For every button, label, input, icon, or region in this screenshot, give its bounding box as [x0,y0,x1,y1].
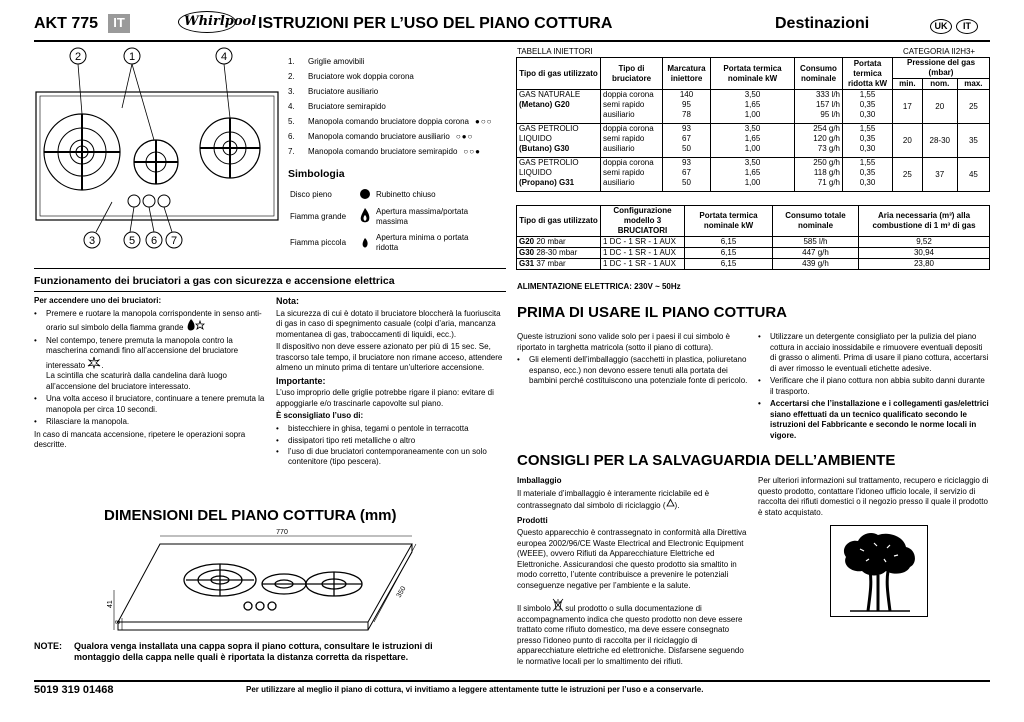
list-item: • Nel contempo, tenere premuta la manopola contro la mascherina comandi fino all’accensione del bruciatore interessato . La scintilla che scaturirà dalla candelina darà luogo all’accensione del bruciatore interessato. [34,335,239,391]
list-item: • bistecchiere in ghisa, tegami o pentole in terracotta [276,423,469,433]
list-item: • Verificare che il piano cottura non abbia subito danni durante il trasporto. [758,376,985,396]
flag-it: IT [956,19,978,34]
knob-position-icon: ○●○ [455,132,474,141]
symbols-legend: Disco pieno Rubinetto chiuso Fiamma grande Apertura massima/portata massima Fiamma piccola Apertura minima o portata ridotta [290,190,469,252]
page-title: ISTRUZIONI PER L’USO DEL PIANO COTTURA [258,15,613,32]
callout-7: 7 [170,235,178,247]
brand-logo: Whirlpool [184,14,257,29]
tree-illustration-icon [830,525,928,617]
table-row: GAS PETROLIO LIQUIDO (Butano) G30 doppia corona semi rapido ausiliario 93 67 50 3,50 1,65 1,00 254 g/h 120 g/h 73 g/h 1,55 0,35 0,30 20 28-30 35 [517,124,990,158]
functioning-title: Funzionamento dei bruciatori a gas con sicurezza e accensione elettrica [34,275,395,287]
injectors-title: TABELLA INIETTORI [517,47,593,56]
power-supply: ALIMENTAZIONE ELETTRICA: 230V ~ 50Hz [517,282,681,291]
burner-semirapid [200,118,260,178]
parts-item: 7. Manopola comando bruciatore semirapido ○○● [288,147,493,162]
list-item: • l’uso di due bruciatori contemporaneamente con un solo contenitore (tipo pescera). [276,446,487,466]
list-item: • Gli elementi dell’imballaggio (sacchetti in plastica, poliuretano espanso, ecc.) non devono essere tenuti alla portata dei bambini perché costituiscono una potenziale fonte di pericolo. [517,355,748,385]
model-code: AKT 775 [34,15,99,32]
consigli-right-column: Per ulteriori informazioni sul trattamento, recupero e riciclaggio di questo prodotto, contattare l’idoneo ufficio locale, il servizio di raccolta dei rifiuti domestici o il negozio presso il quale il prodotto è stato acquistato. [758,476,989,517]
large-flame-icon [360,208,370,224]
small-flame-icon [360,236,370,248]
parts-list [288,57,493,162]
dim-height-total: 41 [107,600,114,608]
callout-1: 1 [128,51,136,63]
functioning-column: Per accendere uno dei bruciatori: • Premere e ruotare la manopola corrispondente in senso anti-orario sul simbolo della fiamma grande • Nel contempo, tenere premuta la manopola contro la mascherina comandi fino all’accensione del bruciatore interessato . La scintilla che scaturirà dalla candelina darà luogo all’accensione del bruciatore interessato. • Una volta acceso il bruciatore, continuare a tenere premuta la manopola per circa 10 secondi. • Rilasciare la manopola. In caso di mancata accensione, ripetere le operazioni sopra descritte. [34,296,265,449]
nota-column: Nota: La sicurezza di cui è dotato il bruciatore bloccherà la fuoriuscita di gas in caso di spegnimento casuale (colpi d’aria, mancanza momentanea di gas, traboccamenti di liquidi, ecc.). Il dispositivo non deve essere azionato per più di 15 sec. Se, trascorso tale tempo, il bruciatore non rimane acceso, attendere almeno un minuto prima di tentare un’ulteriore accensione. Importante: L’uso improprio delle griglie potrebbe rigare il piano: evitare di appoggiarle e/o trascinarle capovolte sul piano. È sconsigliato l’uso di: • bistecchiere in ghisa, tegami o pentole in terracotta • dissipatori tipo reti metalliche o altro • l’uso di due bruciatori contemporaneamente con un solo contenitore (tipo pescera). [276,296,503,466]
weee-bin-icon [553,599,563,611]
callout-5: 5 [128,235,136,247]
language-badge: IT [108,14,130,33]
prima-left-column: Queste istruzioni sono valide solo per i paesi il cui simbolo è riportato in targhetta matricola (sotto il piano di cottura). • Gli elementi dell’imballaggio (sacchetti in plastica, poliuretano espanso, ecc.) non devono essere tenuti alla portata dei bambini perché costituiscono una potenziale fonte di pericolo. [517,332,748,385]
parts-item: 4. Bruciatore semirapido [288,102,386,111]
table-row: G20 20 mbar 1 DC - 1 SR - 1 AUX 6,15 585 l/h 9,52 [517,237,990,248]
callout-3: 3 [88,235,96,247]
burner-wok [44,114,120,190]
flag-uk: UK [930,19,952,34]
list-item: • Utilizzare un detergente consigliato per la pulizia del piano cottura in acciaio inossidabile e rimuovere eventuali depositi di grasso o alimenti. Prima di usare il piano cottura, accertarsi di aver rimosso le eventuali etichette adesive. [758,332,989,373]
note-label: NOTE: [34,641,62,651]
list-item: • Premere e ruotare la manopola corrispondente in senso anti-orario sul simbolo della fiamma grande [34,308,262,332]
list-item: • Accertarsi che l’installazione e i collegamenti gas/elettrici siano effettuati da un tecnico qualificato secondo le istruzioni del Fabbricante e secondo le norme locali in vigore. [758,399,989,440]
knob-position-icon: ●○○ [475,117,493,126]
list-item: • dissipatori tipo reti metalliche o altro [276,436,416,445]
callout-2: 2 [74,51,82,63]
callout-4: 4 [220,51,228,63]
footer-note: Per utilizzare al meglio il piano di cottura, vi invitiamo a leggere attentamente tutte le istruzioni per l’uso e a conservarle. [246,685,704,694]
dim-width: 770 [276,529,288,536]
document-code: 5019 319 01468 [34,684,114,696]
hob-dimensions-drawing [107,526,424,640]
symbols-title: Simbologia [288,168,345,180]
dimensions-title: DIMENSIONI DEL PIANO COTTURA (mm) [104,507,397,524]
consigli-title: CONSIGLI PER LA SALVAGUARDIA DELL’AMBIENTE [517,452,896,469]
list-item: • Una volta acceso il bruciatore, continuare a tenere premuta la manopola per circa 10 secondi. [34,394,265,414]
parts-item: 5. Manopola comando bruciatore doppia corona ●○○ [288,117,493,132]
consigli-left-column: Imballaggio Il materiale d’imballaggio è interamente riciclabile ed è contrassegnato dal simbolo di riciclaggio ( ). Prodotti Questo apparecchio è contrassegnato in conformità alla Direttiva europea 2002/96/CE Waste Electrical and Electronic Equipment (WEEE), ovvero Rifiuti da Apparecchiature Elettriche ed Elettroniche. Assicurandosi che questo prodotto sia smaltito in modo corretto, l’utente contribuisce a prevenire le potenziali conseguenze negative per l’ambiente e la salute. Il simbolo sul prodotto o sulla documentazione di accompagnamento indica che questo prodotto non deve essere trattato come rifiuto domestico, ma deve essere consegnato presso l’idoneo punto di raccolta per il riciclaggio di apparecchiature elettriche ed elettroniche. Disfarsene seguendo le normative locali per lo smaltimento dei rifiuti. [517,476,747,666]
parts-item: 6. Manopola comando bruciatore ausiliario ○●○ [288,132,493,147]
prima-right-column [758,332,990,443]
knob-position-icon: ○○● [463,147,481,156]
recycle-icon [666,499,675,508]
burner-auxiliary [134,140,178,184]
table-row: G30 28-30 mbar 1 DC - 1 SR - 1 AUX 6,15 447 g/h 30,94 [517,248,990,259]
prima-title: PRIMA DI USARE IL PIANO COTTURA [517,304,788,321]
destinations-label: Destinazioni [775,15,870,32]
hob-diagram [34,44,282,254]
list-item: • Rilasciare la manopola. [34,417,130,426]
injectors-table: Tipo di gas utilizzato Tipo di bruciatore Marcatura iniettore Portata termica nominale kW Consumo nominale Portata termica ridotta kW Pressione del gas (mbar) min. nom. max. GAS NATURALE (Metano) G20 doppia corona semi rapido ausiliario 140 95 78 3,50 1,65 1,00 333 l/h 157 l/h 95 l/h 1,55 0,35 0,30 17 20 25 GAS PETROLIO LIQUIDO (Butano) G30 doppia corona semi rapido ausiliario 93 67 50 3,50 1,65 1,00 254 g/h 120 g/h 73 g/h 1,55 0,35 0,30 20 28-30 35 GAS PETROLIO LIQUIDO (Propano) G31 doppia corona semi rapido ausiliario 93 67 50 3,50 1,65 1,00 250 g/h 118 g/h 71 g/h 1,55 0,35 0,30 25 37 45 [516,57,990,192]
dim-depth: 350 [395,585,408,599]
parts-item: 3. Bruciatore ausiliario [288,87,379,96]
table-row: GAS PETROLIO LIQUIDO (Propano) G31 doppia corona semi rapido ausiliario 93 67 50 3,50 1,65 1,00 250 g/h 118 g/h 71 g/h 1,55 0,35 0,30 25 37 45 [517,158,990,192]
control-knobs [128,195,170,207]
gas-category: CATEGORIA II2H3+ [903,47,976,56]
header-rule [34,40,990,42]
filled-disc-icon [360,189,370,199]
table-row: GAS NATURALE (Metano) G20 doppia corona semi rapido ausiliario 140 95 78 3,50 1,65 1,00 333 l/h 157 l/h 95 l/h 1,55 0,35 0,30 17 20 25 [517,90,990,124]
dim-height-top: 8 [115,620,122,624]
spark-icon [87,357,101,368]
callout-6: 6 [150,235,158,247]
model-config-table: Tipo di gas utilizzato Configurazione modello 3 BRUCIATORI Portata termica nominale kW Consumo totale nominale Aria necessaria (m³) alla combustione di 1 m³ di gas G20 20 mbar 1 DC - 1 SR - 1 AUX 6,15 585 l/h 9,52 G30 28-30 mbar 1 DC - 1 SR - 1 AUX 6,15 447 g/h 30,94 G31 37 mbar 1 DC - 1 SR - 1 AUX 6,15 439 g/h 23,80 [516,205,990,270]
parts-item: 2. Bruciatore wok doppia corona [288,72,414,81]
parts-item: 1. Griglie amovibili [288,57,365,66]
large-flame-knob-icon [186,319,206,330]
table-row: G31 37 mbar 1 DC - 1 SR - 1 AUX 6,15 439 g/h 23,80 [517,259,990,270]
note-text: Qualora venga installata una cappa sopra il piano cottura, consultare le istruzioni di montaggio della cappa nelle quali è riportata la distanza corretta da rispettare. [74,641,433,662]
